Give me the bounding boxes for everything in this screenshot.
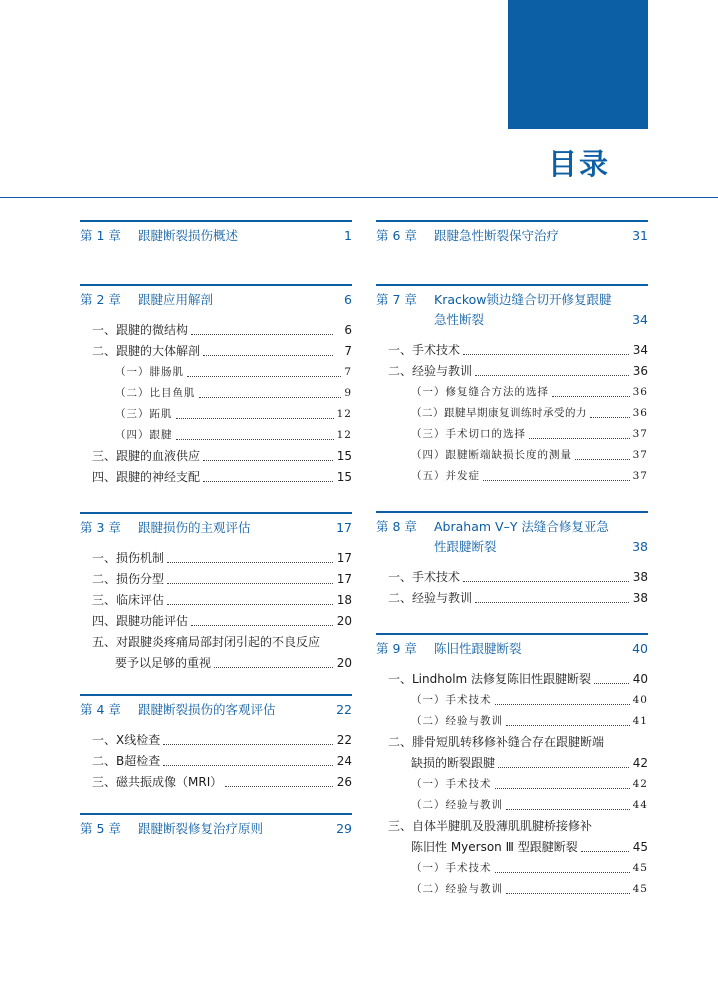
chapter-title: 跟腱断裂修复治疗原则 (138, 821, 264, 836)
chapter-title: 跟腱损伤的主观评估 (138, 520, 251, 535)
toc-subentry[interactable]: （四）跟腱 12 (115, 429, 352, 441)
chapter-page: 40 (632, 641, 648, 656)
toc-subentry[interactable]: （四）跟腱断端缺损长度的测量 37 (411, 449, 648, 461)
chapter-title: 陈旧性跟腱断裂 (434, 641, 522, 656)
chapter-number: 第 7 章 (376, 292, 417, 307)
toc-subentry[interactable]: （二）跟腱早期康复训练时承受的力 36 (411, 407, 648, 419)
chapter-title: Abraham V–Y 法缝合修复亚急性跟腱断裂 (434, 519, 609, 554)
chapter-number: 第 8 章 (376, 519, 417, 534)
toc-subentry[interactable]: （二）经验与教训 45 (411, 883, 648, 895)
page-title: 目录 (548, 147, 611, 181)
toc-subentry[interactable]: （一）腓肠肌 7 (115, 366, 352, 378)
chapter-title: 跟腱急性断裂保守治疗 (434, 228, 560, 243)
toc-subentry[interactable]: （一）手术技术 40 (411, 694, 648, 706)
toc-subentry[interactable]: （三）手术切口的选择 37 (411, 428, 648, 440)
chapter-page: 38 (632, 539, 648, 554)
chapter-number: 第 2 章 (80, 292, 121, 307)
toc-subentry[interactable]: （二）经验与教训 44 (411, 799, 648, 811)
chapter-title: 跟腱应用解剖 (138, 292, 214, 307)
chapter-number: 第 9 章 (376, 641, 417, 656)
toc-subentry[interactable]: （一）修复缝合方法的选择 36 (411, 386, 648, 398)
chapter-page: 29 (336, 821, 352, 836)
toc-entry[interactable]: 三、临床评估 18 (92, 593, 352, 607)
toc-subentry[interactable]: （三）跖肌 12 (115, 408, 352, 420)
toc-entry[interactable]: 一、X线检查 22 (92, 733, 352, 747)
chapter-title: Krackow锁边缝合切开修复跟腱急性断裂 (434, 292, 612, 327)
toc-subentry[interactable]: （一）手术技术 45 (411, 862, 648, 874)
chapter-number: 第 3 章 (80, 520, 121, 535)
toc-entry[interactable]: 一、跟腱的微结构 6 (92, 323, 352, 337)
toc-subentry[interactable]: （二）比目鱼肌 9 (115, 387, 352, 399)
toc-entry[interactable]: 一、手术技术 38 (388, 570, 648, 584)
toc-subentry[interactable]: （五）并发症 37 (411, 470, 648, 482)
chapter-number: 第 4 章 (80, 702, 121, 717)
header-blue-block (508, 0, 648, 129)
chapter-1-heading[interactable] (80, 220, 352, 246)
toc-entry[interactable]: 二、跟腱的大体解剖 7 (92, 344, 352, 358)
toc-entry[interactable]: 一、损伤机制 17 (92, 551, 352, 565)
toc-entry[interactable]: 一、手术技术 34 (388, 343, 648, 357)
toc-entry[interactable]: 三、磁共振成像（MRI） 26 (92, 775, 352, 789)
chapter-page: 6 (344, 292, 352, 307)
chapter-5-heading[interactable] (80, 813, 352, 839)
chapter-title: 跟腱断裂损伤的客观评估 (138, 702, 276, 717)
toc-subentry[interactable]: （二）经验与教训 41 (411, 715, 648, 727)
chapter-page: 34 (632, 312, 648, 327)
toc-entry[interactable]: 三、跟腱的血液供应 15 (92, 449, 352, 463)
toc-right-column (376, 220, 648, 900)
toc-entry[interactable]: 二、损伤分型 17 (92, 572, 352, 586)
chapter-number: 第 5 章 (80, 821, 121, 836)
chapter-number: 第 1 章 (80, 228, 121, 243)
toc-entry[interactable]: 二、经验与教训 38 (388, 591, 648, 605)
toc-entry[interactable]: 二、B超检查 24 (92, 754, 352, 768)
chapter-7-heading[interactable] (376, 284, 648, 330)
toc-entry[interactable]: 二、经验与教训 36 (388, 364, 648, 378)
toc-entry-multiline[interactable]: 二、腓骨短肌转移修补缝合存在跟腱断端 缺损的断裂跟腱 42 (388, 735, 648, 770)
toc-entry-multiline[interactable]: 三、自体半腱肌及股薄肌肌腱桥接修补 陈旧性 Myerson Ⅲ 型跟腱断裂 45 (388, 819, 648, 854)
toc-entry[interactable]: 四、跟腱功能评估 20 (92, 614, 352, 628)
chapter-4-heading[interactable] (80, 694, 352, 720)
toc-subentry[interactable]: （一）手术技术 42 (411, 778, 648, 790)
toc-entry-multiline[interactable]: 五、对跟腱炎疼痛局部封闭引起的不良反应 要予以足够的重视 20 (92, 635, 352, 670)
chapter-number: 第 6 章 (376, 228, 417, 243)
toc-entry[interactable]: 一、Lindholm 法修复陈旧性跟腱断裂 40 (388, 672, 648, 686)
header-rule (0, 197, 718, 198)
toc-left-column (80, 220, 352, 839)
chapter-8-heading[interactable] (376, 511, 648, 557)
chapter-6-heading[interactable] (376, 220, 648, 246)
chapter-2-heading[interactable] (80, 284, 352, 310)
chapter-title: 跟腱断裂损伤概述 (138, 228, 239, 243)
chapter-page: 22 (336, 702, 352, 717)
chapter-page: 17 (336, 520, 352, 535)
chapter-page: 1 (344, 228, 352, 243)
chapter-3-heading[interactable] (80, 512, 352, 538)
chapter-page: 31 (632, 228, 648, 243)
chapter-9-heading[interactable] (376, 633, 648, 659)
toc-entry[interactable]: 四、跟腱的神经支配 15 (92, 470, 352, 484)
